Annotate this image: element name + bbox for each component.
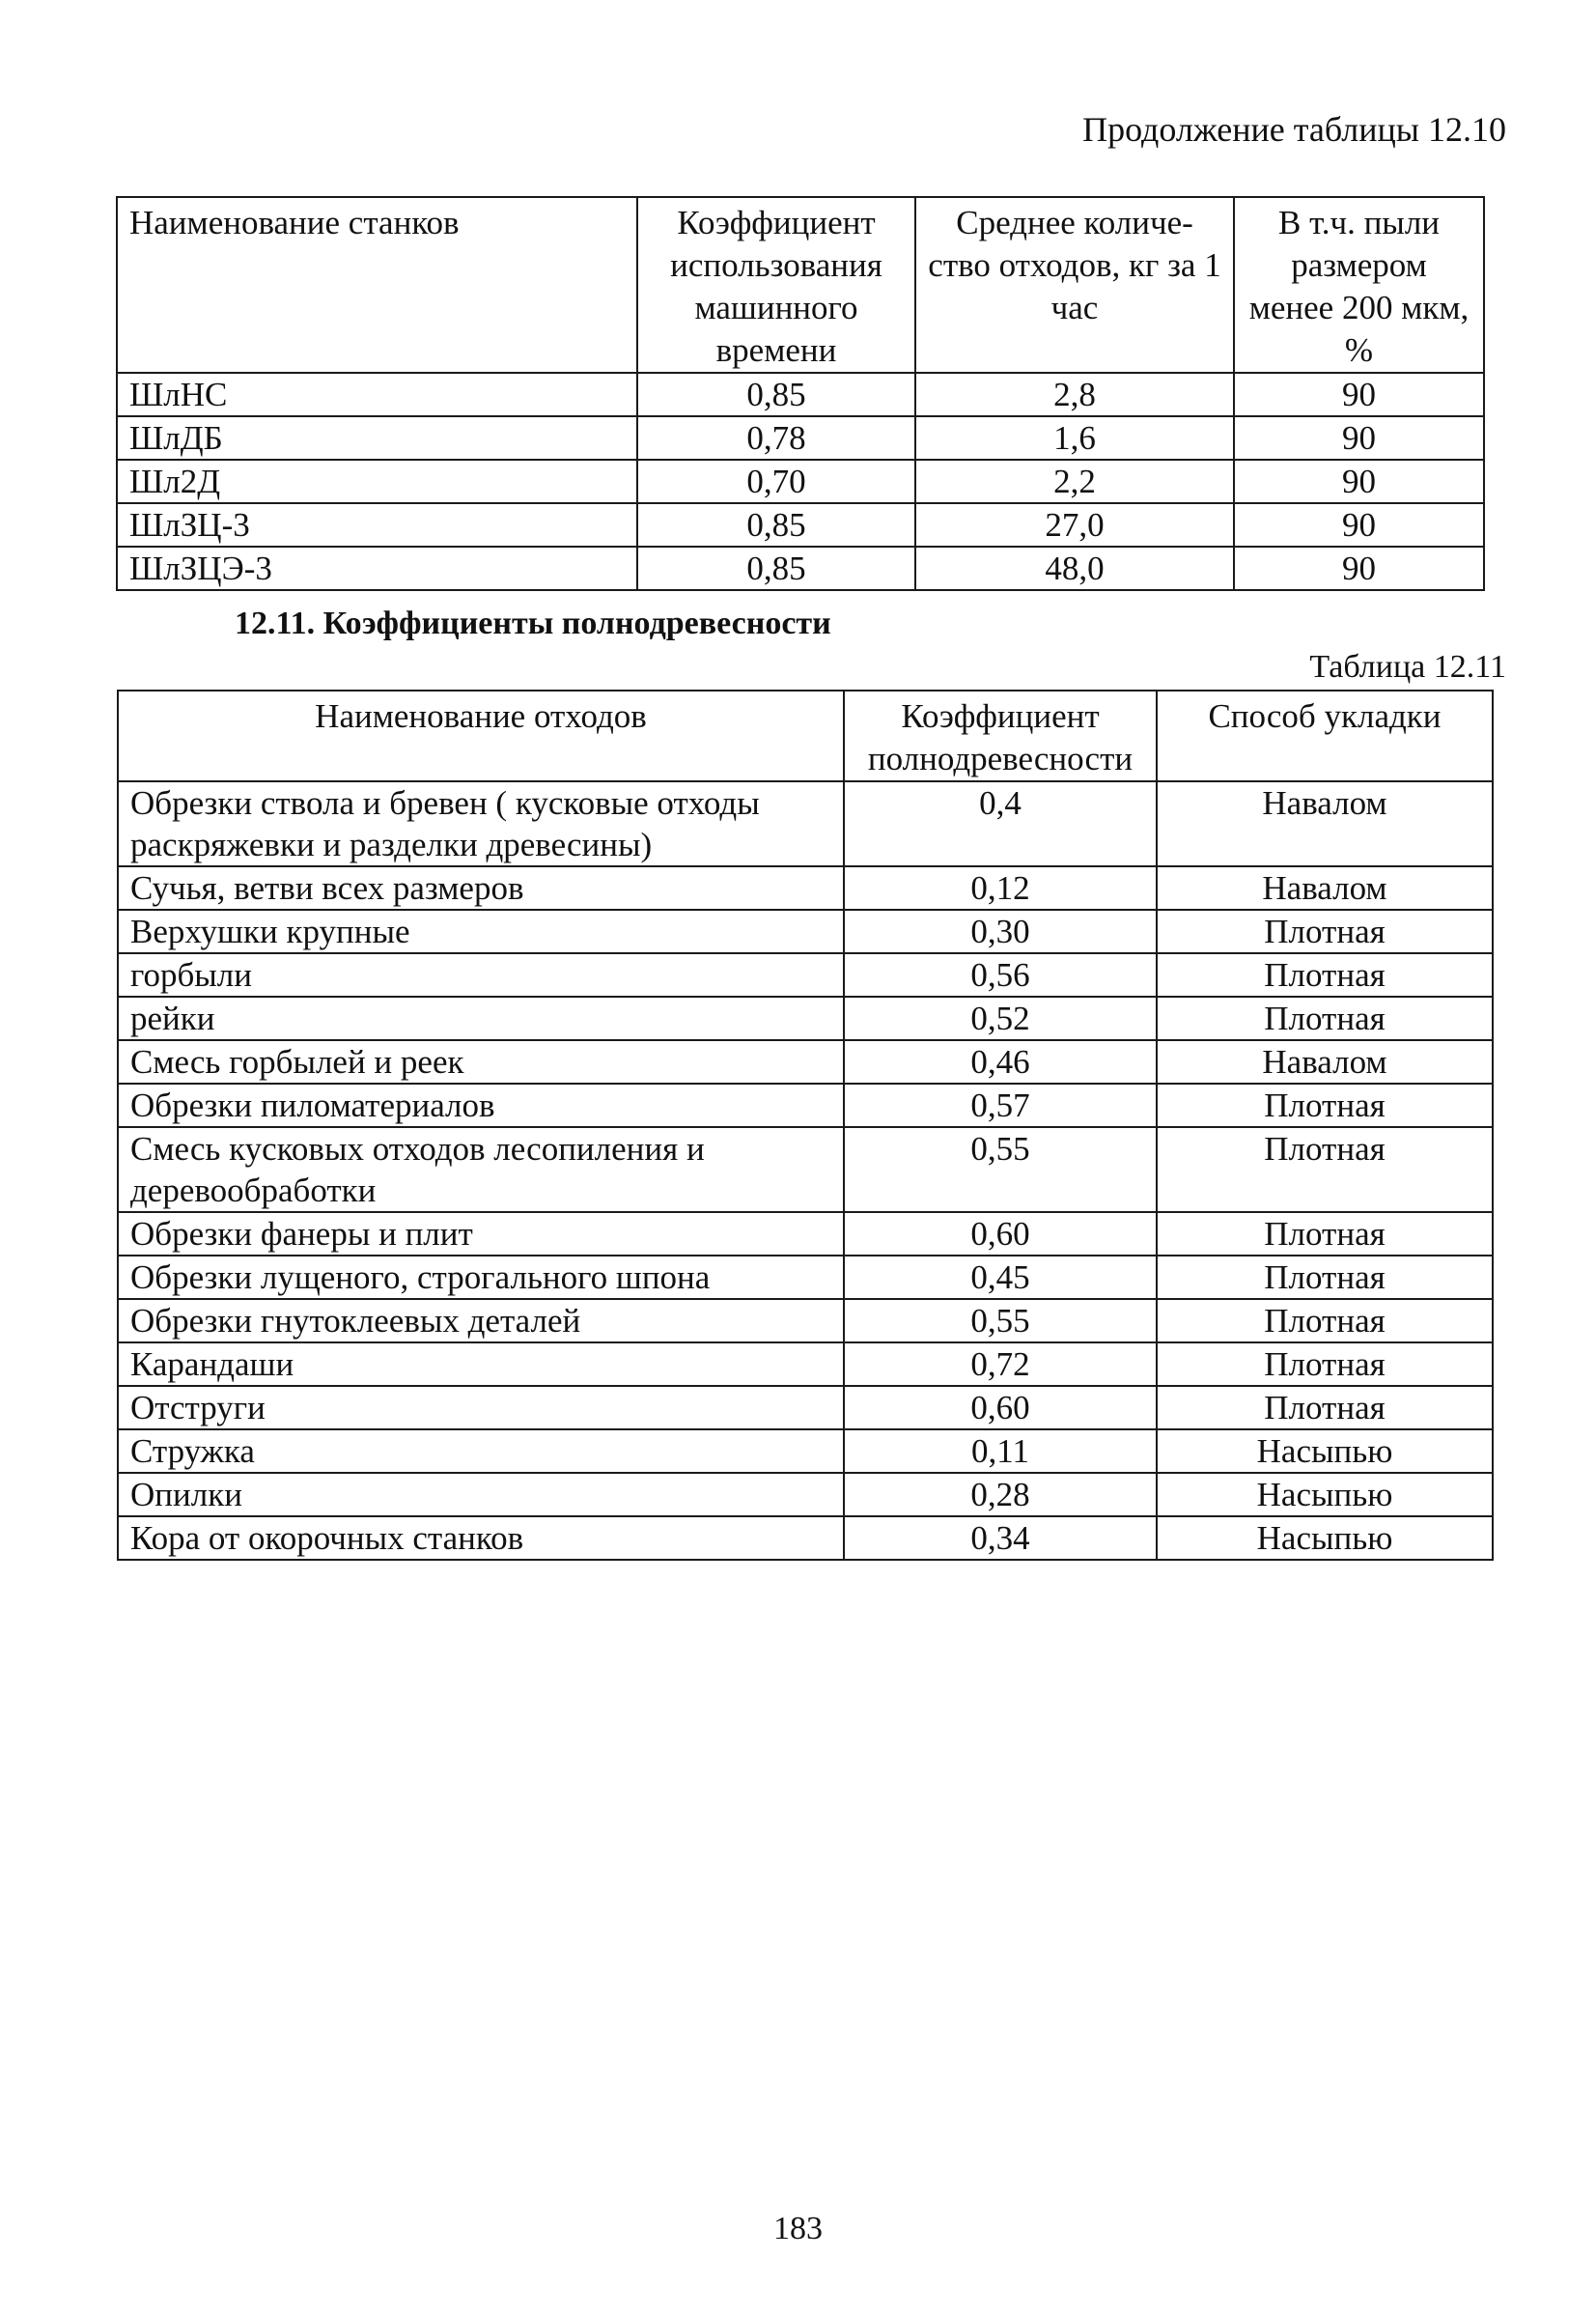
waste-name-cell: Обрезки фанеры и плит <box>118 1212 844 1256</box>
table-row <box>118 1299 1493 1342</box>
machines-table <box>116 196 1485 591</box>
continuation-title: Продолжение таблицы 12.10 <box>1082 110 1506 149</box>
method-cell: Плотная <box>1157 1127 1493 1212</box>
utilization-cell: 0,85 <box>637 373 915 416</box>
waste-name-cell: Смесь горбылей и реек <box>118 1040 844 1084</box>
column-header-utilization-coefficient: Коэффициент использования машинного времени <box>637 197 915 373</box>
waste-name-cell: Обрезки лущеного, строгального шпона <box>118 1256 844 1299</box>
machine-name-cell: ШлНС <box>117 373 637 416</box>
table-row <box>117 373 1484 416</box>
density-cell: 0,60 <box>844 1386 1157 1429</box>
method-cell: Плотная <box>1157 997 1493 1040</box>
section-heading: 12.11. Коэффициенты полнодревесности <box>235 606 831 641</box>
waste-cell: 2,2 <box>915 460 1234 503</box>
table-row <box>118 1342 1493 1386</box>
waste-name-cell: горбыли <box>118 953 844 997</box>
waste-name-cell: Обрезки гнутоклеевых деталей <box>118 1299 844 1342</box>
method-cell: Плотная <box>1157 1212 1493 1256</box>
waste-name-cell: Верхушки крупные <box>118 910 844 953</box>
method-cell: Плотная <box>1157 1342 1493 1386</box>
table-header-row <box>117 197 1484 373</box>
density-cell: 0,57 <box>844 1084 1157 1127</box>
waste-name-cell: Карандаши <box>118 1342 844 1386</box>
density-cell: 0,28 <box>844 1473 1157 1516</box>
table-row <box>118 997 1493 1040</box>
density-cell: 0,12 <box>844 866 1157 910</box>
column-header-dust-share: В т.ч. пыли размером менее 200 мкм, % <box>1234 197 1484 373</box>
table-row <box>118 866 1493 910</box>
table-row <box>118 910 1493 953</box>
table-row <box>118 1516 1493 1560</box>
method-cell: Навалом <box>1157 1040 1493 1084</box>
density-cell: 0,30 <box>844 910 1157 953</box>
table-row <box>118 1040 1493 1084</box>
density-cell: 0,34 <box>844 1516 1157 1560</box>
density-cell: 0,60 <box>844 1212 1157 1256</box>
method-cell: Плотная <box>1157 1299 1493 1342</box>
dust-cell: 90 <box>1234 460 1484 503</box>
table-row <box>118 1084 1493 1127</box>
waste-cell: 27,0 <box>915 503 1234 547</box>
waste-cell: 2,8 <box>915 373 1234 416</box>
column-header-machine-name: Наименование станков <box>117 197 637 373</box>
table-row <box>118 1473 1493 1516</box>
dust-cell: 90 <box>1234 503 1484 547</box>
column-header-average-waste: Среднее количе-ство отходов, кг за 1 час <box>915 197 1234 373</box>
dust-cell: 90 <box>1234 373 1484 416</box>
table-row <box>118 1212 1493 1256</box>
method-cell: Плотная <box>1157 910 1493 953</box>
method-cell: Плотная <box>1157 1256 1493 1299</box>
waste-cell: 48,0 <box>915 547 1234 590</box>
density-cell: 0,72 <box>844 1342 1157 1386</box>
table-row <box>118 1429 1493 1473</box>
waste-name-cell: Опилки <box>118 1473 844 1516</box>
table-row <box>118 781 1493 866</box>
machine-name-cell: ШлДБ <box>117 416 637 460</box>
waste-name-cell: Кора от окорочных станков <box>118 1516 844 1560</box>
utilization-cell: 0,78 <box>637 416 915 460</box>
waste-name-cell: рейки <box>118 997 844 1040</box>
column-header-stacking-method: Способ укладки <box>1157 691 1493 781</box>
table-row <box>117 547 1484 590</box>
table-row <box>117 416 1484 460</box>
utilization-cell: 0,85 <box>637 547 915 590</box>
waste-name-cell: Сучья, ветви всех размеров <box>118 866 844 910</box>
column-header-waste-name: Наименование отходов <box>118 691 844 781</box>
density-cell: 0,46 <box>844 1040 1157 1084</box>
density-cell: 0,45 <box>844 1256 1157 1299</box>
density-cell: 0,4 <box>844 781 1157 866</box>
table-row <box>117 503 1484 547</box>
table-row <box>118 1386 1493 1429</box>
utilization-cell: 0,70 <box>637 460 915 503</box>
density-cell: 0,55 <box>844 1299 1157 1342</box>
waste-name-cell: Стружка <box>118 1429 844 1473</box>
column-header-density-coefficient: Коэффициент полнодревесности <box>844 691 1157 781</box>
waste-cell: 1,6 <box>915 416 1234 460</box>
method-cell: Навалом <box>1157 781 1493 866</box>
waste-name-cell: Смесь кусковых отходов лесопиления и деревообработки <box>118 1127 844 1212</box>
waste-name-cell: Отструги <box>118 1386 844 1429</box>
method-cell: Плотная <box>1157 953 1493 997</box>
density-cell: 0,52 <box>844 997 1157 1040</box>
wood-density-table <box>117 690 1494 1561</box>
table-row <box>118 1127 1493 1212</box>
table-row <box>117 460 1484 503</box>
machine-name-cell: ШлЗЦ-3 <box>117 503 637 547</box>
method-cell: Насыпью <box>1157 1429 1493 1473</box>
method-cell: Навалом <box>1157 866 1493 910</box>
method-cell: Плотная <box>1157 1386 1493 1429</box>
table-header-row <box>118 691 1493 781</box>
machine-name-cell: ШлЗЦЭ-3 <box>117 547 637 590</box>
utilization-cell: 0,85 <box>637 503 915 547</box>
density-cell: 0,55 <box>844 1127 1157 1212</box>
dust-cell: 90 <box>1234 416 1484 460</box>
method-cell: Насыпью <box>1157 1516 1493 1560</box>
method-cell: Плотная <box>1157 1084 1493 1127</box>
table-row <box>118 953 1493 997</box>
density-cell: 0,56 <box>844 953 1157 997</box>
waste-name-cell: Обрезки пиломатериалов <box>118 1084 844 1127</box>
method-cell: Насыпью <box>1157 1473 1493 1516</box>
table-label: Таблица 12.11 <box>1309 649 1506 685</box>
machine-name-cell: Шл2Д <box>117 460 637 503</box>
dust-cell: 90 <box>1234 547 1484 590</box>
page-number: 183 <box>773 2211 823 2246</box>
density-cell: 0,11 <box>844 1429 1157 1473</box>
table-row <box>118 1256 1493 1299</box>
waste-name-cell: Обрезки ствола и бревен ( кусковые отходы раскряжевки и разделки древесины) <box>118 781 844 866</box>
